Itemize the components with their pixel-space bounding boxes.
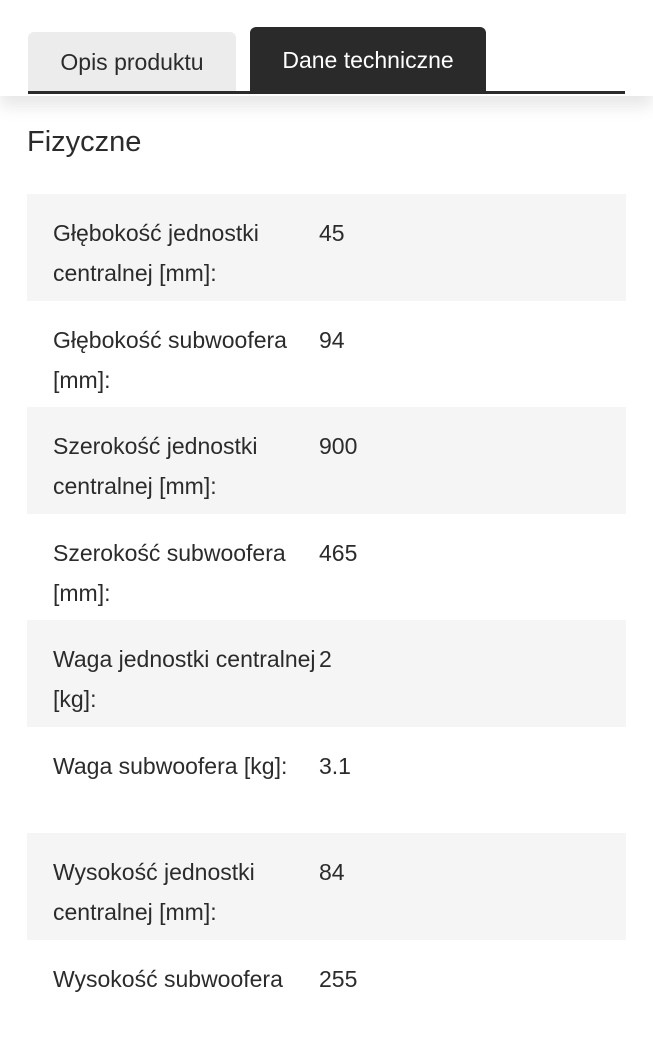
spec-row: [27, 301, 626, 408]
spec-row: [27, 514, 626, 621]
spec-value: 94: [319, 320, 345, 408]
tab-dane-techniczne[interactable]: Dane techniczne: [250, 27, 486, 93]
spec-value: 2: [319, 639, 332, 727]
spec-value: 45: [319, 213, 345, 301]
spec-label: Głębokość subwoofera [mm]:: [27, 320, 319, 408]
spec-value: 255: [319, 959, 357, 1046]
tabs-bar: [0, 0, 653, 96]
spec-value: 465: [319, 533, 357, 621]
spec-label: Waga subwoofera [kg]:: [27, 746, 319, 834]
spec-row: [27, 833, 626, 940]
spec-row: [27, 727, 626, 834]
spec-label: Szerokość jednostki centralnej [mm]:: [27, 426, 319, 514]
spec-row: [27, 407, 626, 514]
tab-opis-produktu[interactable]: Opis produktu: [28, 32, 236, 92]
spec-row: [27, 194, 626, 301]
spec-table: [27, 194, 626, 1046]
section-title: Fizyczne: [27, 126, 141, 159]
spec-label: Wysokość jednostki centralnej [mm]:: [27, 852, 319, 940]
spec-label: Głębokość jednostki centralnej [mm]:: [27, 213, 319, 301]
tabs-underline: [28, 91, 625, 94]
spec-row: [27, 620, 626, 727]
spec-value: 3.1: [319, 746, 351, 834]
spec-label: Szerokość subwoofera [mm]:: [27, 533, 319, 621]
spec-row: [27, 940, 626, 1046]
spec-label: Wysokość subwoofera: [27, 959, 319, 1046]
spec-value: 900: [319, 426, 357, 514]
spec-label: Waga jednostki centralnej [kg]:: [27, 639, 319, 727]
spec-value: 84: [319, 852, 345, 940]
